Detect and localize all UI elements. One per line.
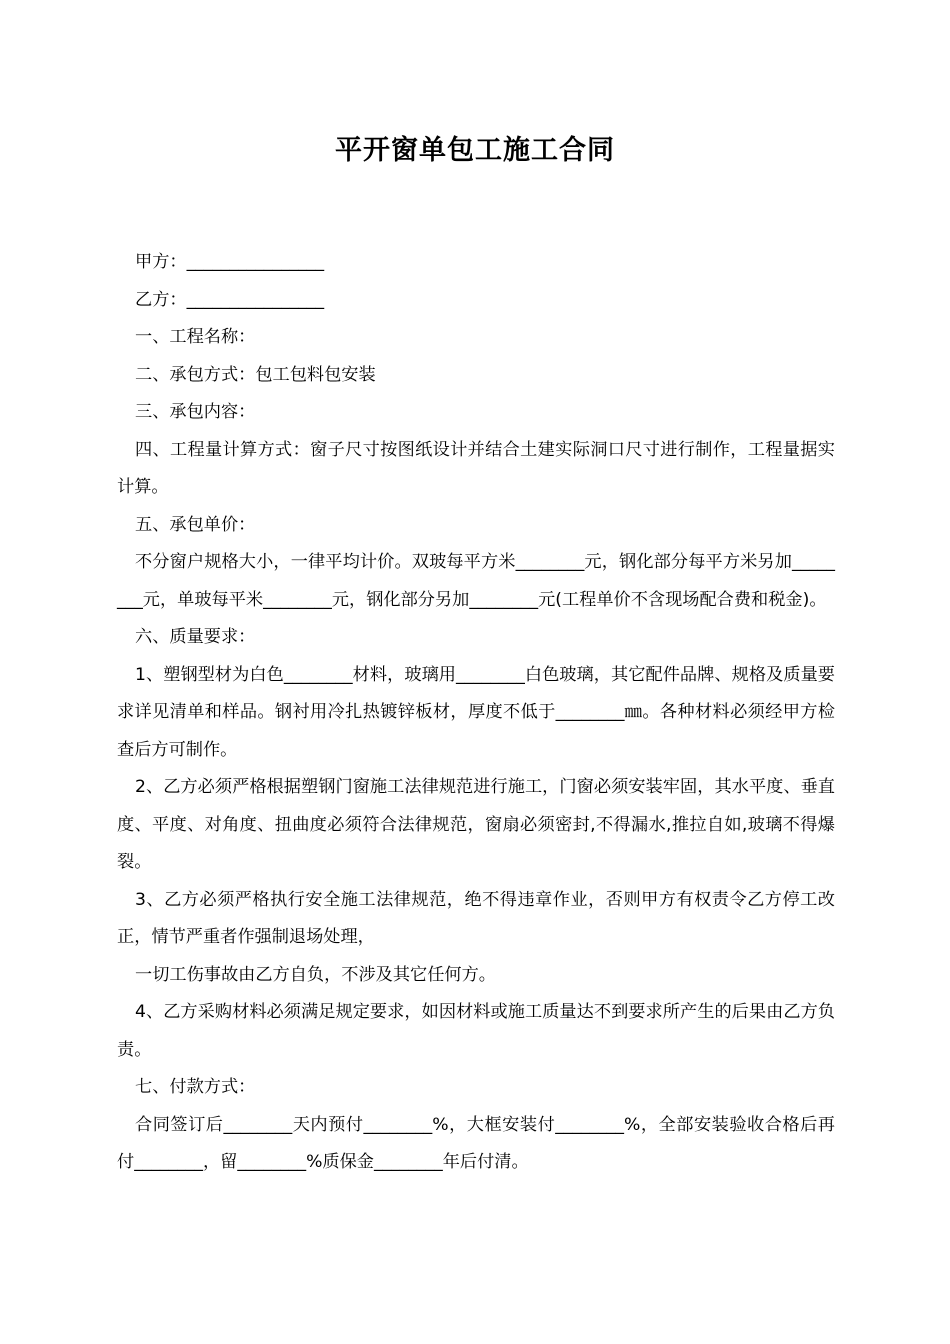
contract-body — [117, 244, 835, 1182]
quality-item-4: 4、乙方采购材料必须满足规定要求，如因材料或施工质量达不到要求所产生的后果由乙方负责。 — [117, 1002, 835, 1060]
section-payment-method: 七、付款方式： — [135, 1077, 256, 1097]
section-quality-requirements: 六、质量要求： — [135, 627, 256, 647]
quality-item-3: 3、乙方必须严格执行安全施工法律规范，绝不得违章作业，否则甲方有权责令乙方停工改正，情节严重者作强制退场处理， — [117, 889, 835, 947]
party-b-line: 乙方：________________ — [135, 289, 325, 310]
quality-item-3-continued: 一切工伤事故由乙方自负，不涉及其它任何方。 — [135, 964, 496, 985]
quality-item-2: 2、乙方必须严格根据塑钢门窗施工法律规范进行施工，门窗必须安装牢固，其水平度、垂直度、平度、对角度、扭曲度必须符合法律规范，窗扇必须密封,不得漏水,推拉自如,玻璃不得爆裂。 — [117, 777, 835, 872]
payment-detail: 合同签订后________天内预付________%，大框安装付________%，全部安装验收合格后再付________，留________%质保金________年后付清。 — [117, 1114, 835, 1172]
quality-item-1: 1、塑钢型材为白色________材料，玻璃用________白色玻璃，其它配件品牌、规格及质量要求详见清单和样品。钢衬用冷扎热镀锌板材，厚度不低于________㎜。各种材料必须经甲方检查后方可制作。 — [117, 664, 835, 760]
section-unit-price: 五、承包单价： — [135, 514, 256, 535]
section-contract-content: 三、承包内容： — [135, 402, 256, 422]
contract-title: 平开窗单包工施工合同 — [335, 135, 615, 166]
section-project-name: 一、工程名称： — [135, 327, 256, 347]
section-contract-method: 二、承包方式：包工包料包安装 — [135, 364, 376, 385]
unit-price-detail: 不分窗户规格大小，一律平均计价。双玻每平方米________元，钢化部分每平方米另加________元，单玻每平米________元，钢化部分另加________元(工程单价不含现场配合费和税金)。 — [117, 552, 835, 610]
section-quantity-calculation: 四、工程量计算方式：窗子尺寸按图纸设计并结合土建实际洞口尺寸进行制作，工程量据实计算。 — [117, 439, 835, 497]
party-a-line: 甲方：________________ — [135, 252, 325, 272]
